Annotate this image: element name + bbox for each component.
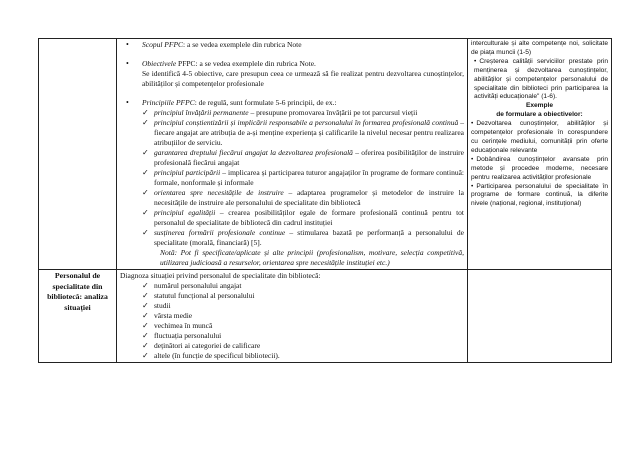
checkmark-icon: ✓ xyxy=(142,291,149,300)
principle-term: garantarea dreptului fiecărui angajat la dezvoltarea profesională xyxy=(154,148,353,157)
checkmark-icon: ✓ xyxy=(142,341,149,350)
list-item-text: altele (în funcție de specificul bibliotecii). xyxy=(154,351,280,360)
principle-term: principiul participării xyxy=(154,168,221,177)
bullet-list xyxy=(120,40,464,108)
section-label: Personalul de specialitate din bibliotecă: analiza situației xyxy=(39,270,117,363)
principle-item xyxy=(120,188,464,208)
bullet-scope-text: : a se vedea exemplele din rubrica Note xyxy=(183,40,302,49)
checkmark-icon: ✓ xyxy=(142,188,149,197)
list-item-text: vârsta medie xyxy=(154,311,193,320)
objective-text: interculturale și alte competențe noi, solicitate de piața muncii (1-5) xyxy=(471,40,608,56)
example-item xyxy=(471,183,608,210)
diagnosis-list xyxy=(120,281,464,361)
principle-text: – adaptarea programelor și metodelor de instruire la necesitățile de instruire ale personalului de specialitate din bibliotecă xyxy=(154,188,464,207)
list-item xyxy=(120,321,464,331)
diagnosis-heading: Diagnoza situației privind personalul de specialitate din bibliotecă: xyxy=(120,271,321,280)
bullet-objectives-term: Obiectivele xyxy=(142,59,177,68)
principle-text: – crearea posibilităților egale de formare profesională continuă pentru tot personalul de specialitate de bibliotecă din cadrul instituției xyxy=(154,208,464,227)
list-item xyxy=(120,311,464,321)
bullet-scope-term: Scopul PFPC xyxy=(142,40,184,49)
principle-item xyxy=(120,208,464,228)
examples-title: Exemple xyxy=(525,102,554,110)
principle-item xyxy=(120,108,464,118)
checkmark-icon: ✓ xyxy=(142,148,149,157)
bullet-objectives-detail: Se identifică 4-5 obiective, care presupun ceea ce urmează să fie realizat pentru dezvoltarea cunoștințelor, abilităților și competențelor profesionale xyxy=(142,69,464,88)
checkmark-icon: ✓ xyxy=(142,301,149,310)
principles-list xyxy=(120,108,464,248)
principle-item xyxy=(120,148,464,168)
principle-term: principiul învățării permanente xyxy=(154,108,249,117)
checkmark-icon: ✓ xyxy=(142,331,149,340)
table-row xyxy=(39,270,612,363)
list-item-text: vechimea în muncă xyxy=(154,321,213,330)
list-item xyxy=(120,351,464,361)
principle-item xyxy=(120,118,464,148)
checkmark-icon: ✓ xyxy=(142,168,149,177)
bullet-principles-text: : de regulă, sunt formulate 5-6 principii, de ex.: xyxy=(194,98,337,107)
bullet-principles xyxy=(120,98,464,108)
checkmark-icon: ✓ xyxy=(142,311,149,320)
objectives-cell xyxy=(468,39,612,270)
principle-text: – presupune promovarea învățării pe tot parcursul vieții xyxy=(248,108,418,117)
principle-term: susținerea formării profesionale continue xyxy=(154,228,286,237)
table-row xyxy=(39,39,612,270)
example-item xyxy=(471,120,608,156)
list-item xyxy=(120,301,464,311)
empty-cell xyxy=(468,270,612,363)
checkmark-icon: ✓ xyxy=(142,228,149,237)
list-item xyxy=(120,291,464,301)
list-item-text: statutul funcțional al personalului xyxy=(154,291,255,300)
principle-term: principiul egalității xyxy=(154,208,216,217)
bullet-objectives xyxy=(120,59,464,89)
list-item-text: studii xyxy=(154,301,171,310)
principle-item xyxy=(120,168,464,188)
objective-bullet-text: Creșterea calității serviciilor prestate prin menținerea și dezvoltarea cunoștințelor, abilităților și competențelor personalului de specialitate din biblioteci prin participarea la activități educaționale" (1-6). xyxy=(474,57,608,101)
list-item xyxy=(120,281,464,291)
principle-term: orientarea spre necesitățile de instruire xyxy=(154,188,284,197)
principles-note: Notă: Pot fi specificate/aplicate și alte principii (profesionalism, motivare, selecția competitivă, utilizarea judicioasă a resurselor, orientarea spre necesitățile instituției etc.) xyxy=(160,248,464,267)
objective-bullet xyxy=(471,58,608,103)
principle-text: – stimularea bazată pe performanță a personalului de specialitate (morală, financiară) [5]. xyxy=(154,228,464,247)
list-item xyxy=(120,331,464,341)
example-item xyxy=(471,156,608,183)
list-item-text: numărul personalului angajat xyxy=(154,281,242,290)
list-item-text: deținători ai categoriei de calificare xyxy=(154,341,261,350)
principle-text: – implicarea și participarea tuturor angajaților în programe de formare continuă: formale, nonformale și informale xyxy=(154,168,464,187)
checkmark-icon: ✓ xyxy=(142,351,149,360)
principle-text: – oferirea posibilităților de instruire profesională fiecărui angajat xyxy=(154,148,464,167)
bullet-scope xyxy=(120,40,464,50)
content-cell xyxy=(117,39,468,270)
checkmark-icon: ✓ xyxy=(142,321,149,330)
checkmark-icon: ✓ xyxy=(142,108,149,117)
principle-term: principiul conștientizării și implicării responsabile a personalului în formarea profesională continuă xyxy=(154,118,459,127)
program-table xyxy=(38,38,612,363)
checkmark-icon: ✓ xyxy=(142,118,149,127)
bullet-objectives-text: PFPC: a se vedea exemplele din rubrica Note. xyxy=(176,59,316,68)
example-text: Dezvoltarea cunoștințelor, abilităților și competențelor profesionale în corespundere cu cerințele mediului, comunității prin oferte educaționale relevante xyxy=(471,120,608,154)
spacer xyxy=(120,89,464,98)
list-item xyxy=(120,341,464,351)
checkmark-icon: ✓ xyxy=(142,208,149,217)
principle-text: – fiecare angajat are atribuția de a-și menține experiența și calificarile la nivelul necesar pentru realizarea atribuțiilor de serviciu. xyxy=(154,118,464,147)
list-item-text: fluctuația personalului xyxy=(154,331,222,340)
examples-subtitle: de formulare a obiectivelor: xyxy=(496,111,583,119)
principle-item xyxy=(120,228,464,248)
checkmark-icon: ✓ xyxy=(142,281,149,290)
spacer xyxy=(120,50,464,59)
example-text: Dobândirea cunoștințelor avansate prin metode și procedee moderne, necesare pentru realizarea activităților profesionale xyxy=(471,155,608,181)
label-cell-empty xyxy=(39,39,117,270)
diagnosis-cell xyxy=(117,270,468,363)
bullet-principles-term: Principiile PFPC xyxy=(142,98,195,107)
example-text: Participarea personalului de specialitate în programe de formare continuă, la diferite nivele (național, regional, instituțional) xyxy=(471,182,608,208)
